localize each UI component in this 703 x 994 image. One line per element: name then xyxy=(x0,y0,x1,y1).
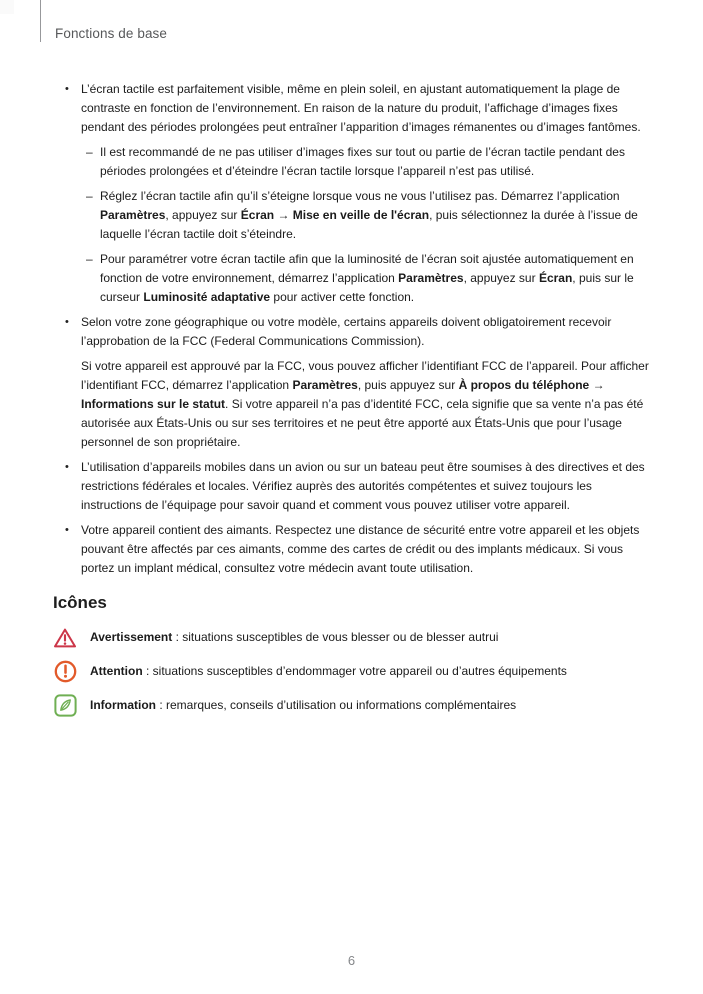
page-corner-artifact xyxy=(0,0,14,14)
page-content xyxy=(53,80,653,728)
caution-circle-icon xyxy=(53,660,77,683)
chapter-title: Fonctions de base xyxy=(55,26,168,41)
information-note-icon xyxy=(53,694,77,717)
sub-bullet-text: Pour paramétrer votre écran tactile afin que la luminosité de l’écran soit ajustée automatiquement en fonction de votre environnement, démarrez l’application Paramètres, appuyez sur Écran, puis sur le curseur Luminosité adaptative pour activer cette fonction. xyxy=(100,252,634,304)
bullet-text: Votre appareil contient des aimants. Respectez une distance de sécurité entre votre appareil et les objets pouvant être affectés par ces aimants, comme des cartes de crédit ou des implants médicaux. Si vous portez un implant médical, consultez votre médecin avant toute utilisation. xyxy=(81,523,640,575)
dash-marker: – xyxy=(86,252,93,266)
paragraph xyxy=(65,357,653,452)
icon-row-warning xyxy=(53,626,653,649)
bullet-item xyxy=(65,458,653,515)
bullet-item xyxy=(65,80,653,137)
dash-marker: – xyxy=(86,145,93,159)
page-number: 6 xyxy=(347,953,356,968)
chapter-header-rule xyxy=(40,0,41,42)
warning-triangle-icon xyxy=(53,626,77,649)
sub-bullet-text: Il est recommandé de ne pas utiliser d’images fixes sur tout ou partie de l’écran tactile pendant des périodes prolongées et d’éteindre l’écran tactile lorsque l’appareil n’est pas utilisé. xyxy=(100,145,625,178)
sub-bullet-item xyxy=(86,250,653,307)
bullet-marker: • xyxy=(65,524,69,536)
icons-section-heading: Icônes xyxy=(53,593,107,612)
warning-text: Avertissement : situations susceptibles de vous blesser ou de blesser autrui xyxy=(90,630,499,644)
information-text: Information : remarques, conseils d’utilisation ou informations complémentaires xyxy=(90,698,517,712)
bullet-text: L’utilisation d’appareils mobiles dans un avion ou sur un bateau peut être soumises à des directives et des restrictions fédérales et locales. Vérifiez auprès des autorités compétentes et suivez toujours les instructions de l’équipage pour savoir quand et comment vous pouvez utiliser votre appareil. xyxy=(81,460,645,512)
bullet-text: L’écran tactile est parfaitement visible, même en plein soleil, en ajustant automatiquement la plage de contraste en fonction de l’environnement. En raison de la nature du produit, l’affichage d’images fixes pendant des périodes prolongées peut entraîner l’apparition d’images rémanentes ou d’images fantômes. xyxy=(81,82,641,134)
bullet-item xyxy=(65,313,653,351)
bullet-marker: • xyxy=(65,316,69,328)
caution-text: Attention : situations susceptibles d’endommager votre appareil ou d’autres équipements xyxy=(90,664,567,678)
bullet-item xyxy=(65,521,653,578)
bullet-text: Selon votre zone géographique ou votre modèle, certains appareils doivent obligatoirement recevoir l’approbation de la FCC (Federal Communications Commission). xyxy=(81,315,612,348)
sub-bullet-item xyxy=(86,187,653,244)
icon-row-caution xyxy=(53,660,653,683)
paragraph-text: Si votre appareil est approuvé par la FCC, vous pouvez afficher l’identifiant FCC de l’appareil. Pour afficher l’identifiant FCC, démarrez l’application Paramètres, puis appuyez sur À propos du téléphone → Informations sur le statut. Si votre appareil n’a pas d’identité FCC, cela signifie que sa vente n’a pas été autorisée aux États-Unis ou sur ses territoires et ne peut être apporté aux États-Unis que pour l’usage personnel de son propriétaire. xyxy=(81,359,649,449)
bullet-marker: • xyxy=(65,83,69,95)
bullet-marker: • xyxy=(65,461,69,473)
sub-bullet-text: Réglez l’écran tactile afin qu’il s’éteigne lorsque vous ne vous l’utilisez pas. Démarrez l’application Paramètres, appuyez sur Écran → Mise en veille de l'écran, puis sélectionnez la durée à l’issue de laquelle l’écran tactile doit s’éteindre. xyxy=(100,189,638,241)
dash-marker: – xyxy=(86,189,93,203)
sub-bullet-item xyxy=(86,143,653,181)
icon-row-information xyxy=(53,694,653,717)
